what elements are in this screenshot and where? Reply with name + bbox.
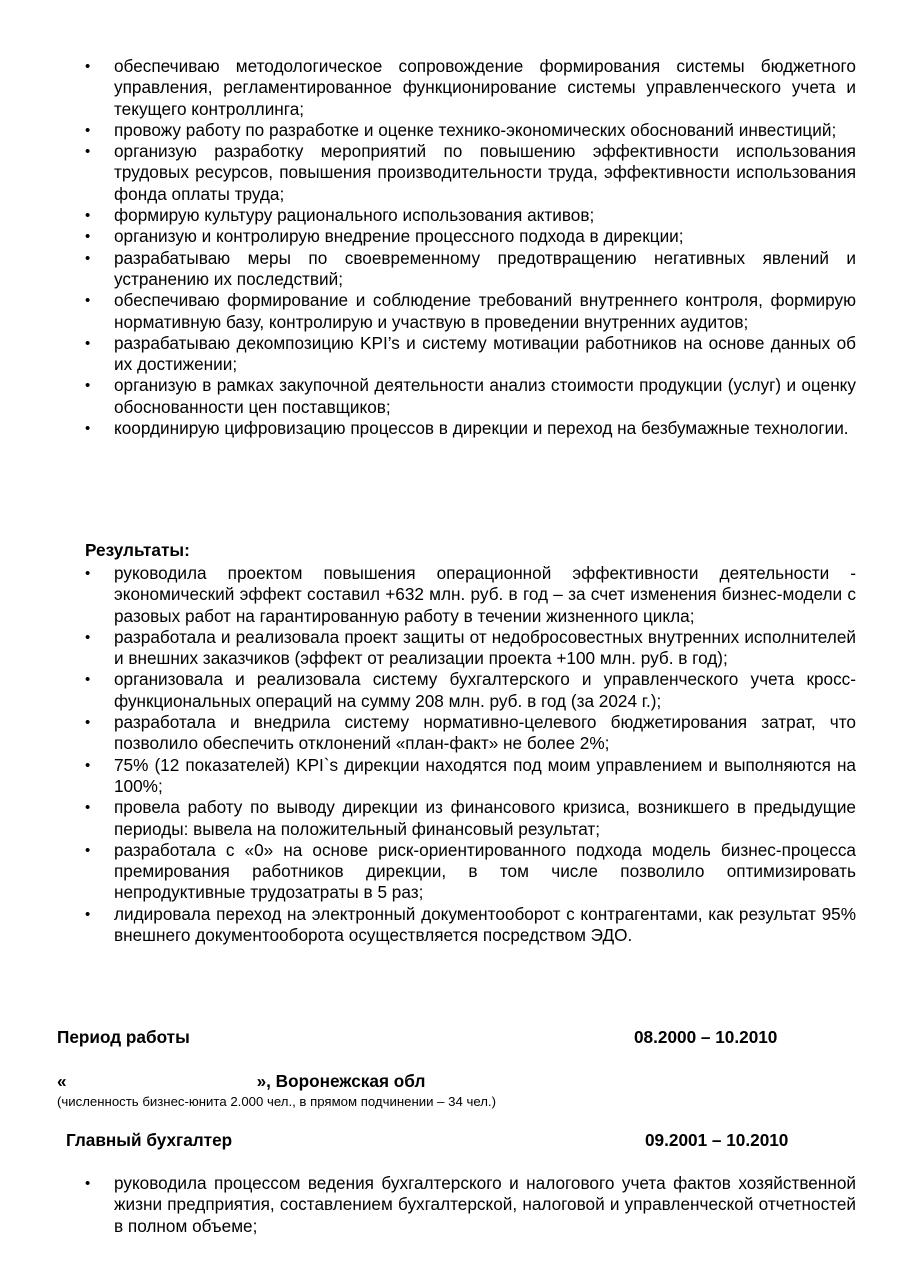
period-dates: 08.2000 – 10.2010 [634, 1027, 778, 1047]
duty-item: • руководила процессом ведения бухгалтерского и налогового учета фактов хозяйственной жизни предприятия, составлением бухгалтерской, налоговой и управленческой отчетностей в полном объеме; [85, 1173, 856, 1237]
duty-item: • координирую цифровизацию процессов в дирекции и переход на безбумажные технологии. [85, 418, 856, 439]
result-item: • руководила проектом повышения операционной эффективности деятельности - экономический эффект составил +632 млн. руб. в год – за счет изменения бизнес-модели с разовых работ на гарантированную работу в течении жизненного цикла; [85, 563, 856, 627]
result-item: • 75% (12 показателей) KPI`s дирекции находятся под моим управлением и выполняются на 100%; [85, 755, 856, 798]
company-note: (численность бизнес-юнита 2.000 чел., в прямом подчинении – 34 чел.) [57, 1094, 496, 1109]
result-item: • лидировала переход на электронный документооборот с контрагентами, как результат 95% внешнего документооборота осуществляется посредством ЭДО. [85, 904, 856, 947]
accountant-duties-list [85, 1173, 856, 1237]
job-dates: 09.2001 – 10.2010 [645, 1130, 789, 1150]
company-open-quote: « [57, 1071, 67, 1091]
period-label: Период работы [57, 1027, 190, 1047]
duty-item: • организую разработку мероприятий по повышению эффективности использования трудовых ресурсов, повышения производительности труда, эффективности использования фонда оплаты труда; [85, 141, 856, 205]
company-location: », Воронежская обл [256, 1071, 426, 1091]
duty-item: • обеспечиваю формирование и соблюдение требований внутреннего контроля, формирую нормативную базу, контролирую и участвую в проведении внутренних аудитов; [85, 290, 856, 333]
duty-item: • разрабатываю меры по своевременному предотвращению негативных явлений и устранению их последствий; [85, 248, 856, 291]
result-item: • провела работу по выводу дирекции из финансового кризиса, возникшего в предыдущие периоды: вывела на положительный финансовый результат; [85, 797, 856, 840]
duty-item: • разрабатываю декомпозицию KPI’s и систему мотивации работников на основе данных об их достижении; [85, 333, 856, 376]
duty-item: • провожу работу по разработке и оценке технико-экономических обоснований инвестиций; [85, 120, 856, 141]
results-list [85, 563, 856, 946]
result-item: • разработала и реализовала проект защиты от недобросовестных внутренних исполнителей и внешних заказчиков (эффект от реализации проекта +100 млн. руб. в год); [85, 627, 856, 670]
result-item: • организовала и реализовала систему бухгалтерского и управленческого учета кросс-функциональных операций на сумму 208 млн. руб. в год (за 2024 г.); [85, 669, 856, 712]
duty-item: • организую в рамках закупочной деятельности анализ стоимости продукции (услуг) и оценку обоснованности цен поставщиков; [85, 375, 856, 418]
duty-item: • обеспечиваю методологическое сопровождение формирования системы бюджетного управления, регламентированное функционирование системы управленческого учета и текущего контроллинга; [85, 56, 856, 120]
company-name [57, 1071, 425, 1092]
results-heading: Результаты: [85, 540, 190, 560]
job-title: Главный бухгалтер [66, 1130, 233, 1150]
result-item: • разработала с «0» на основе риск-ориентированного подхода модель бизнес-процесса премирования работников дирекции, в том числе позволило оптимизировать непродуктивные трудозатраты в 5 раз; [85, 840, 856, 904]
result-item: • разработала и внедрила систему нормативно-целевого бюджетирования затрат, что позволило обеспечить отклонений «план-факт» не более 2%; [85, 712, 856, 755]
duty-item: • организую и контролирую внедрение процессного подхода в дирекции; [85, 226, 856, 247]
duties-list [85, 56, 856, 439]
duty-item: • формирую культуру рационального использования активов; [85, 205, 856, 226]
